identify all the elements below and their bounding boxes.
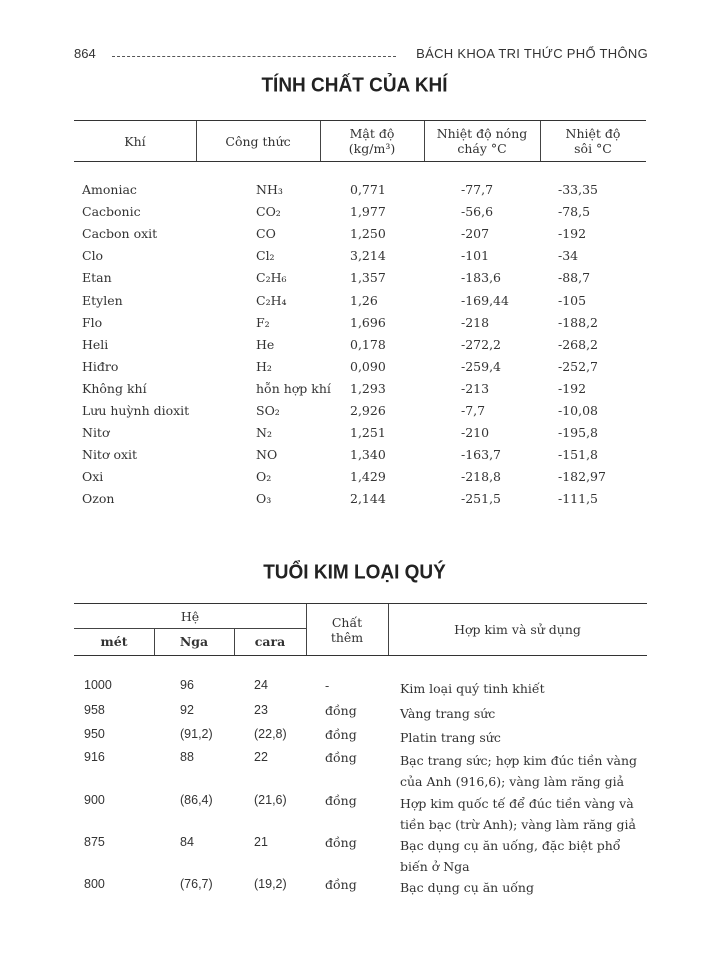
gas-density: 1,429 — [350, 469, 386, 485]
gas-formula: O₃ — [256, 491, 272, 507]
gas-melting-point: -183,6 — [461, 270, 502, 286]
table-row — [0, 359, 719, 379]
gas-density: 1,696 — [350, 314, 386, 330]
gas-boiling-point: -105 — [558, 292, 587, 308]
header-rule — [112, 56, 396, 57]
fineness-metric: 900 — [84, 793, 105, 807]
gas-boiling-point: -268,2 — [558, 336, 599, 352]
gas-formula: O₂ — [256, 469, 272, 485]
alloy-use: Vàng trang sức — [400, 706, 496, 721]
table-row — [0, 204, 719, 224]
col-header-boiling: Nhiệt độ sôi °C — [565, 126, 621, 156]
col-header-gas: Khí — [124, 133, 146, 149]
gas-formula: He — [256, 336, 275, 352]
gas-name: Flo — [82, 314, 103, 330]
gas-density: 1,340 — [350, 447, 386, 463]
gas-name: Cacbonic — [82, 204, 141, 220]
additive: đồng — [325, 703, 357, 718]
additive: đồng — [325, 793, 357, 808]
col-header-density: Mật độ (kg/m³) — [348, 126, 396, 156]
table-row — [0, 293, 719, 313]
col-header-alloy-use: Hợp kim và sử dụng — [454, 622, 581, 637]
gas-melting-point: -56,6 — [461, 204, 494, 220]
gas-table-header — [74, 120, 646, 162]
col-header-cara: cara — [254, 634, 286, 649]
additive: đồng — [325, 727, 357, 742]
gas-formula: NH₃ — [256, 182, 283, 197]
table-row — [0, 270, 719, 290]
precious-metal-title: TUỔI KIM LOẠI QUÝ — [263, 561, 446, 584]
gas-density: 0,771 — [350, 182, 386, 197]
col-header-additive: Chất thêm — [330, 614, 364, 645]
gas-name: Nitơ oxit — [82, 447, 138, 463]
gas-density: 1,26 — [350, 292, 378, 308]
table-row — [0, 491, 719, 511]
fineness-metric: 950 — [84, 727, 105, 741]
table-row — [0, 337, 719, 357]
gas-name: Etylen — [82, 292, 123, 308]
gas-melting-point: -77,7 — [461, 182, 494, 197]
col-header-formula: Công thức — [225, 133, 291, 149]
fineness-metric: 958 — [84, 703, 105, 717]
table-row — [0, 403, 719, 423]
gas-density: 1,977 — [350, 204, 386, 220]
running-title: BÁCH KHOA TRI THỨC PHỔ THÔNG — [416, 46, 648, 61]
gas-melting-point: -218 — [461, 314, 490, 330]
table-row — [0, 447, 719, 467]
col-group-he: Hệ — [180, 608, 200, 624]
gas-name: Không khí — [82, 380, 147, 396]
table-row — [0, 226, 719, 246]
table-row — [0, 315, 719, 335]
gas-boiling-point: -195,8 — [558, 425, 599, 441]
gas-name: Cacbon oxit — [82, 226, 158, 242]
alloy-use: Bạc trang sức; hợp kim đúc tiền vàng của Anh (916,6); vàng làm răng giả — [400, 753, 638, 789]
gas-melting-point: -218,8 — [461, 469, 502, 485]
gas-name: Etan — [82, 270, 112, 286]
gas-formula: Cl₂ — [256, 248, 275, 264]
gas-name: Nitơ — [82, 425, 110, 441]
gas-density: 1,293 — [350, 380, 386, 396]
gas-melting-point: -251,5 — [461, 491, 502, 507]
gas-name: Ozon — [82, 491, 115, 507]
gas-melting-point: -213 — [461, 380, 490, 396]
fineness-russian: (76,7) — [180, 877, 213, 891]
page-header — [74, 46, 648, 66]
gas-name: Lưu huỳnh dioxit — [82, 403, 190, 418]
fineness-carat: 23 — [254, 703, 268, 717]
alloy-use: Hợp kim quốc tế để đúc tiền vàng và tiền bạc (trừ Anh); vàng làm răng giả — [400, 796, 636, 832]
gas-boiling-point: -252,7 — [558, 358, 599, 374]
table-row — [0, 381, 719, 401]
gas-formula: H₂ — [256, 358, 272, 374]
fineness-russian: (91,2) — [180, 727, 213, 741]
fineness-metric: 916 — [84, 750, 105, 764]
col-header-met: mét — [100, 634, 128, 649]
gas-boiling-point: -151,8 — [558, 447, 599, 463]
gas-boiling-point: -78,5 — [558, 204, 591, 220]
gas-density: 0,178 — [350, 336, 386, 352]
metal-table-header — [74, 603, 647, 656]
gas-density: 1,250 — [350, 226, 386, 242]
gas-boiling-point: -188,2 — [558, 314, 599, 330]
gas-melting-point: -163,7 — [461, 447, 502, 463]
fineness-russian: (86,4) — [180, 793, 213, 807]
alloy-use: Bạc dụng cụ ăn uống, đặc biệt phổ biến ở Nga — [400, 838, 621, 874]
gas-boiling-point: -182,97 — [558, 469, 606, 485]
col-header-melting: Nhiệt độ nóng cháy °C — [436, 126, 528, 156]
fineness-carat: 24 — [254, 678, 268, 692]
gas-name: Heli — [82, 336, 109, 352]
additive: đồng — [325, 750, 357, 765]
additive: đồng — [325, 877, 357, 892]
alloy-use: Platin trang sức — [400, 730, 501, 745]
gas-boiling-point: -192 — [558, 226, 587, 242]
gas-melting-point: -169,44 — [461, 292, 509, 308]
fineness-russian: 84 — [180, 835, 194, 849]
fineness-russian: 88 — [180, 750, 194, 764]
gas-density: 3,214 — [350, 248, 386, 264]
gas-density: 1,357 — [350, 270, 386, 286]
fineness-metric: 1000 — [84, 678, 112, 692]
fineness-russian: 96 — [180, 678, 194, 692]
gas-melting-point: -210 — [461, 425, 490, 441]
gas-formula: SO₂ — [256, 403, 280, 418]
gas-boiling-point: -34 — [558, 248, 579, 264]
gas-name: Oxi — [82, 469, 104, 485]
gas-melting-point: -7,7 — [461, 403, 486, 418]
table-row — [0, 182, 719, 202]
gas-melting-point: -101 — [461, 248, 490, 264]
gas-melting-point: -272,2 — [461, 336, 502, 352]
fineness-carat: 22 — [254, 750, 268, 764]
gas-name: Hiđro — [82, 358, 119, 374]
alloy-use: Kim loại quý tinh khiết — [400, 681, 545, 696]
fineness-russian: 92 — [180, 703, 194, 717]
table-row — [0, 469, 719, 489]
gas-boiling-point: -88,7 — [558, 270, 591, 286]
col-header-nga: Nga — [179, 634, 209, 649]
fineness-metric: 875 — [84, 835, 105, 849]
fineness-carat: 21 — [254, 835, 268, 849]
gas-name: Amoniac — [82, 182, 137, 197]
gas-formula: CO — [256, 226, 276, 242]
gas-properties-title: TÍNH CHẤT CỦA KHÍ — [261, 74, 448, 97]
gas-formula: CO₂ — [256, 204, 281, 220]
alloy-use: Bạc dụng cụ ăn uống — [400, 880, 534, 895]
gas-formula: F₂ — [256, 314, 270, 330]
gas-melting-point: -207 — [461, 226, 490, 242]
gas-boiling-point: -111,5 — [558, 491, 599, 507]
fineness-carat: (19,2) — [254, 877, 287, 891]
fineness-carat: (21,6) — [254, 793, 287, 807]
gas-melting-point: -259,4 — [461, 358, 502, 374]
gas-name: Clo — [82, 248, 104, 264]
gas-formula: NO — [256, 447, 278, 463]
gas-density: 2,144 — [350, 491, 386, 507]
gas-density: 1,251 — [350, 425, 386, 441]
table-row — [0, 248, 719, 268]
gas-boiling-point: -192 — [558, 380, 587, 396]
gas-formula: hỗn hợp khí — [256, 380, 331, 396]
additive: đồng — [325, 835, 357, 850]
gas-density: 2,926 — [350, 403, 386, 418]
gas-density: 0,090 — [350, 358, 386, 374]
table-row — [0, 425, 719, 445]
fineness-carat: (22,8) — [254, 727, 287, 741]
gas-boiling-point: -10,08 — [558, 403, 599, 418]
fineness-metric: 800 — [84, 877, 105, 891]
gas-formula: N₂ — [256, 425, 272, 441]
additive: - — [325, 678, 330, 693]
gas-boiling-point: -33,35 — [558, 182, 599, 197]
page-number: 864 — [74, 46, 96, 61]
gas-formula: C₂H₆ — [256, 270, 287, 286]
gas-formula: C₂H₄ — [256, 292, 287, 308]
